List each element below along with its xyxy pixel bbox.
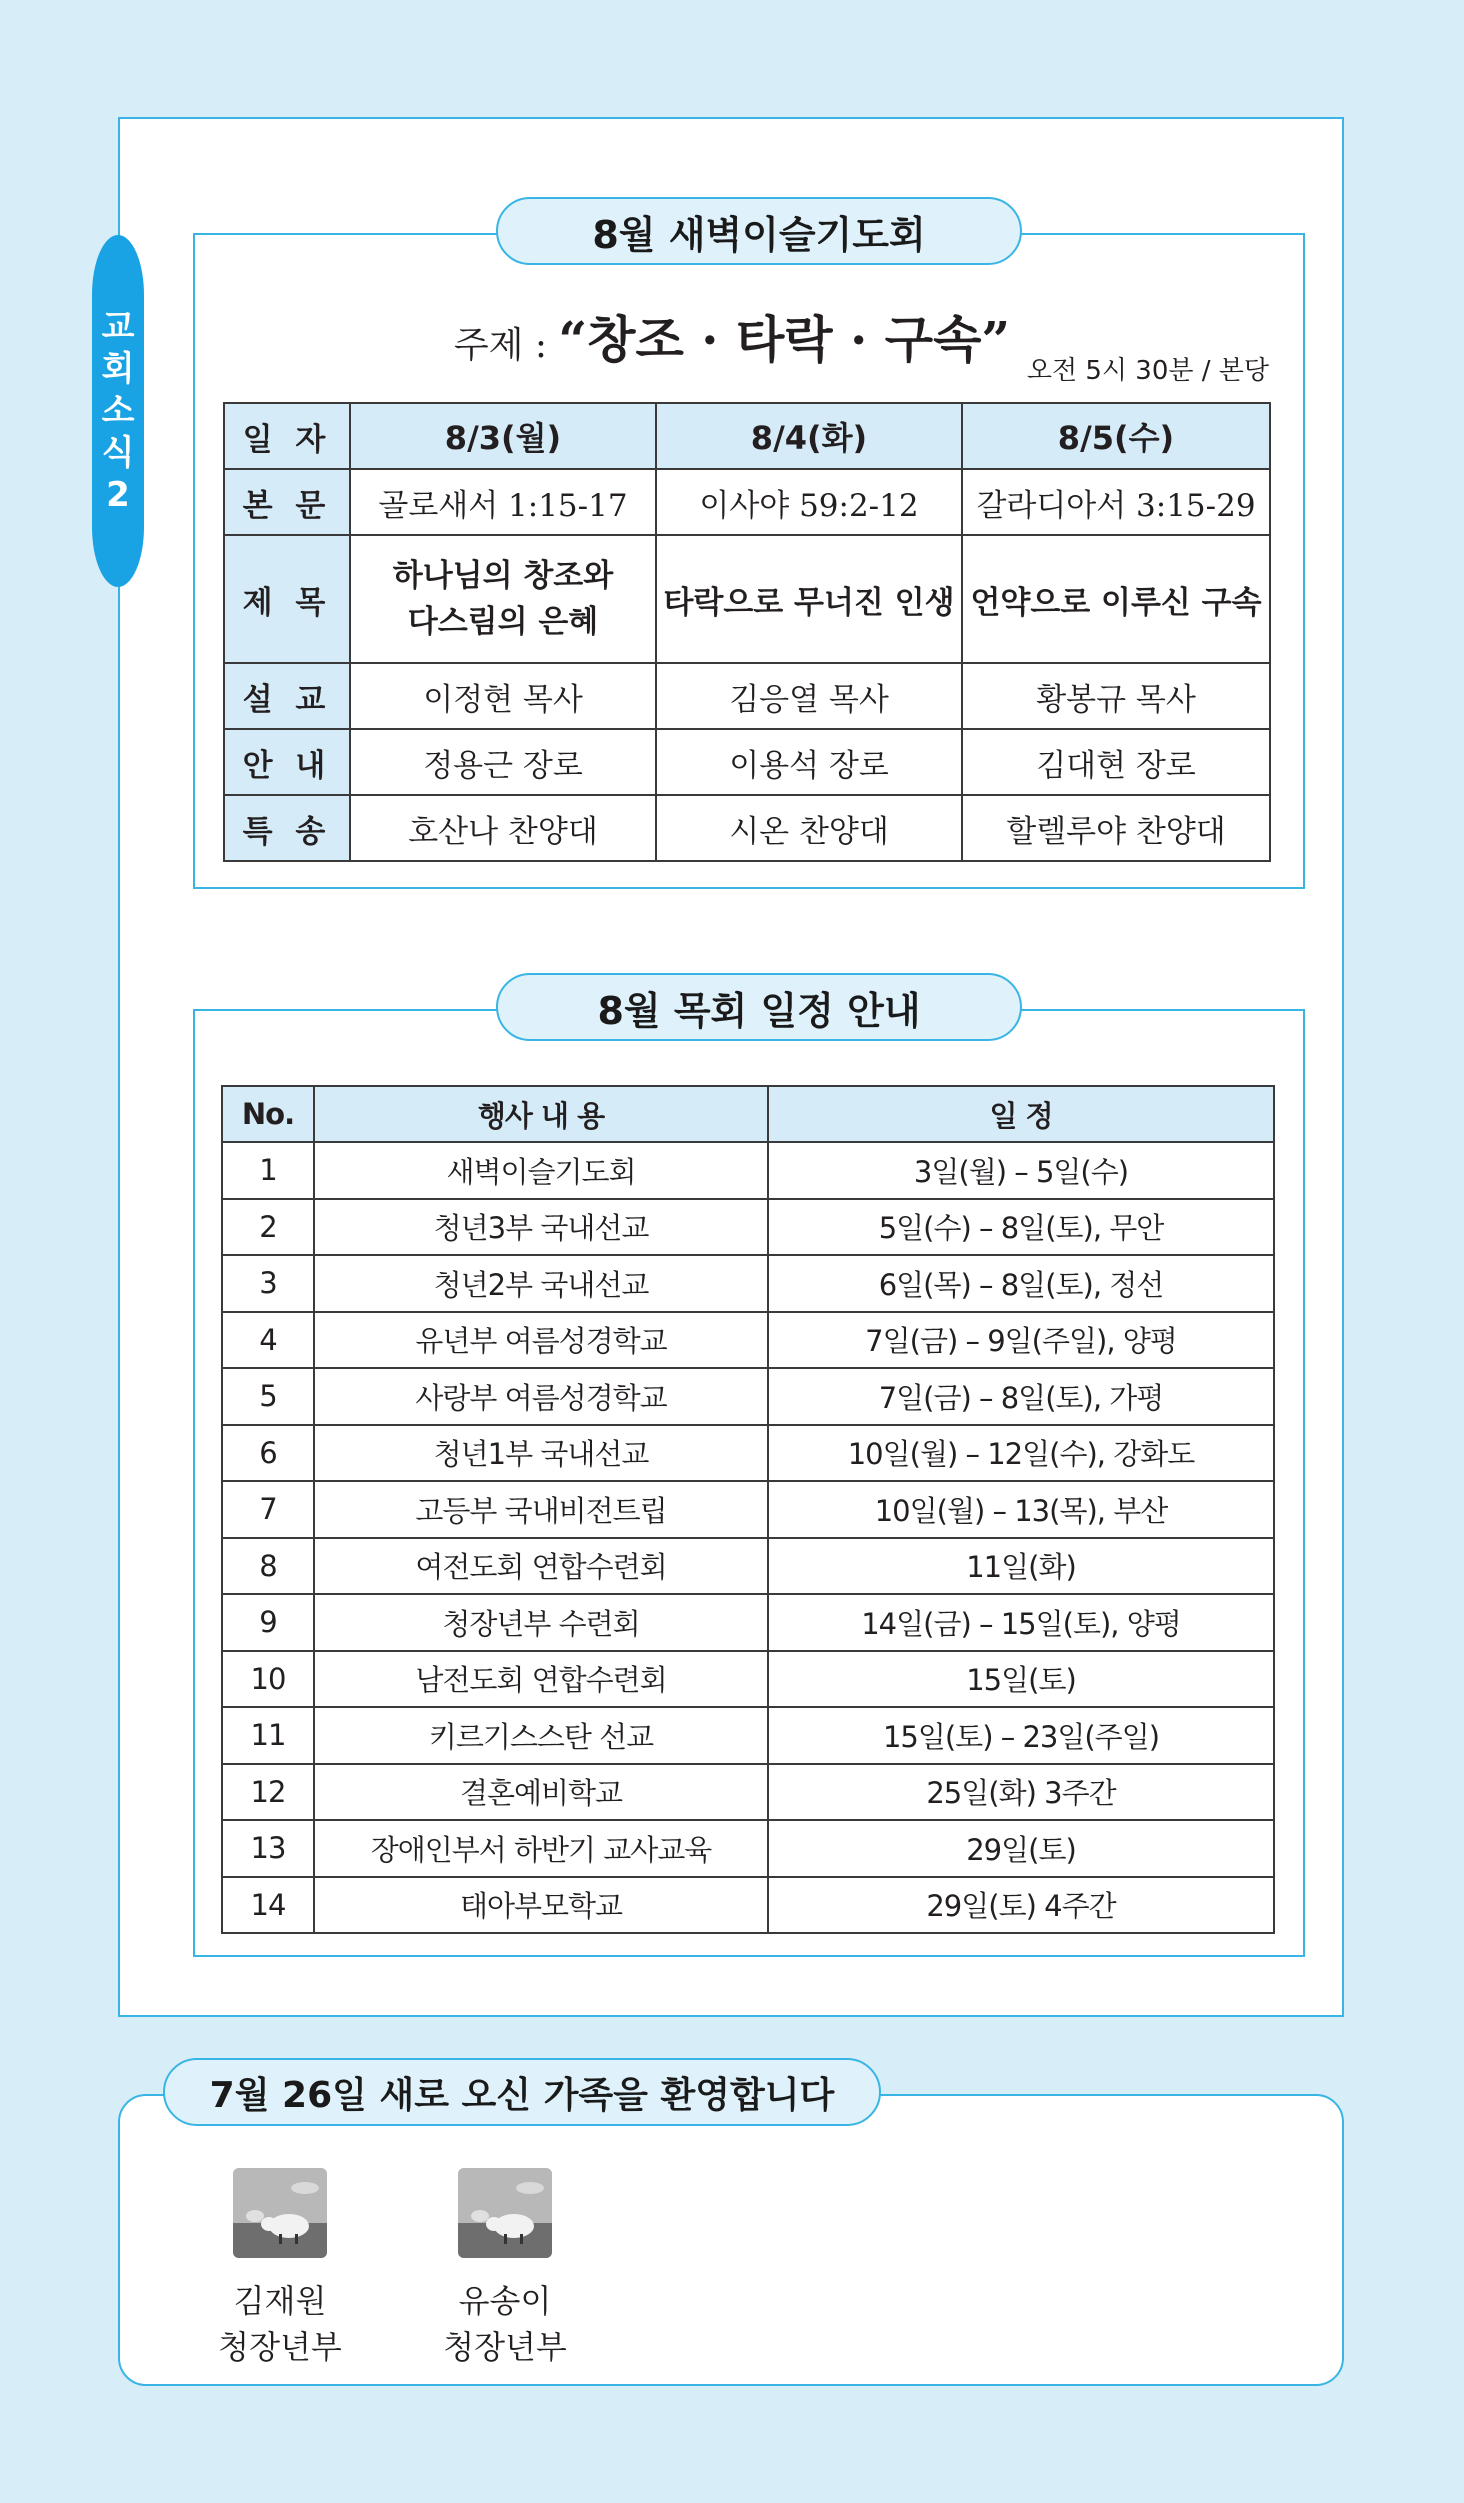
tab-char: 2 [106, 475, 130, 515]
tab-char: 소 [101, 391, 135, 431]
column-header: 행사 내 용 [314, 1086, 768, 1142]
event-name: 사랑부 여름성경학교 [314, 1368, 768, 1425]
preacher-cell: 이정현 목사 [350, 663, 656, 729]
table-row [224, 469, 1270, 535]
event-date: 7일(금) – 9일(주일), 양평 [768, 1312, 1274, 1369]
event-date: 15일(토) – 23일(주일) [768, 1707, 1274, 1764]
event-date: 29일(토) [768, 1820, 1274, 1877]
table-row [222, 1255, 1274, 1312]
welcome-title: 7월 26일 새로 오신 가족을 환영합니다 [163, 2058, 881, 2126]
event-name: 장애인부서 하반기 교사교육 [314, 1820, 768, 1877]
passage-cell: 골로새서 1:15-17 [350, 469, 656, 535]
column-header: No. [222, 1086, 314, 1142]
row-number: 3 [222, 1255, 314, 1312]
event-date: 7일(금) – 8일(토), 가평 [768, 1368, 1274, 1425]
table-row [222, 1651, 1274, 1708]
row-number: 11 [222, 1707, 314, 1764]
prayer-table [223, 402, 1271, 862]
schedule-title: 8월 목회 일정 안내 [496, 973, 1022, 1041]
event-date: 5일(수) – 8일(토), 무안 [768, 1199, 1274, 1256]
event-name: 태아부모학교 [314, 1877, 768, 1934]
member-photo-placeholder [458, 2168, 552, 2258]
preacher-cell: 황봉규 목사 [962, 663, 1270, 729]
table-row [224, 795, 1270, 861]
row-number: 10 [222, 1651, 314, 1708]
member-dept: 청장년부 [218, 2328, 342, 2366]
table-row [224, 403, 1270, 469]
schedule-table [221, 1085, 1275, 1934]
member-name: 김재원 [233, 2282, 327, 2320]
passage-cell: 이사야 59:2-12 [656, 469, 962, 535]
row-number: 14 [222, 1877, 314, 1934]
guide-cell: 김대현 장로 [962, 729, 1270, 795]
date-cell: 8/3(월) [350, 403, 656, 469]
preacher-cell: 김응열 목사 [656, 663, 962, 729]
passage-cell: 갈라디아서 3:15-29 [962, 469, 1270, 535]
row-number: 5 [222, 1368, 314, 1425]
tab-char: 교 [101, 307, 135, 347]
row-number: 2 [222, 1199, 314, 1256]
row-number: 7 [222, 1481, 314, 1538]
event-name: 청년1부 국내선교 [314, 1425, 768, 1482]
event-name: 여전도회 연합수련회 [314, 1538, 768, 1595]
table-row [222, 1877, 1274, 1934]
event-name: 유년부 여름성경학교 [314, 1312, 768, 1369]
event-date: 11일(화) [768, 1538, 1274, 1595]
row-number: 9 [222, 1594, 314, 1651]
event-date: 15일(토) [768, 1651, 1274, 1708]
table-row [222, 1142, 1274, 1199]
row-label: 제 목 [224, 535, 350, 663]
guide-cell: 이용석 장로 [656, 729, 962, 795]
row-label: 특 송 [224, 795, 350, 861]
choir-cell: 시온 찬양대 [656, 795, 962, 861]
date-cell: 8/4(화) [656, 403, 962, 469]
tab-char: 식 [101, 433, 135, 473]
row-number: 13 [222, 1820, 314, 1877]
date-cell: 8/5(수) [962, 403, 1270, 469]
topic-line: 하나님의 창조와 [392, 558, 614, 594]
table-row [224, 535, 1270, 663]
event-date: 3일(월) – 5일(수) [768, 1142, 1274, 1199]
sheep-icon [458, 2168, 552, 2258]
row-label: 본 문 [224, 469, 350, 535]
table-row [222, 1368, 1274, 1425]
event-date: 14일(금) – 15일(토), 양평 [768, 1594, 1274, 1651]
member-dept: 청장년부 [443, 2328, 567, 2366]
table-row [222, 1312, 1274, 1369]
event-date: 10일(월) – 13(목), 부산 [768, 1481, 1274, 1538]
table-row [222, 1764, 1274, 1821]
time-place: 오전 5시 30분 / 본당 [1026, 356, 1269, 386]
event-name: 남전도회 연합수련회 [314, 1651, 768, 1708]
row-label: 설 교 [224, 663, 350, 729]
topic-line: 다스림의 은혜 [407, 604, 599, 640]
table-row [222, 1481, 1274, 1538]
theme-main: “창조 · 타락 · 구속” [558, 310, 1011, 369]
table-row [224, 663, 1270, 729]
row-number: 12 [222, 1764, 314, 1821]
member-photo-placeholder [233, 2168, 327, 2258]
event-name: 새벽이슬기도회 [314, 1142, 768, 1199]
table-row [222, 1538, 1274, 1595]
column-header: 일 정 [768, 1086, 1274, 1142]
row-number: 8 [222, 1538, 314, 1595]
table-row [222, 1820, 1274, 1877]
section-tab [92, 235, 144, 587]
event-date: 6일(목) – 8일(토), 정선 [768, 1255, 1274, 1312]
topic-cell: 언약으로 이루신 구속 [962, 535, 1270, 663]
row-number: 6 [222, 1425, 314, 1482]
row-number: 1 [222, 1142, 314, 1199]
prayer-title: 8월 새벽이슬기도회 [496, 197, 1022, 265]
row-label: 안 내 [224, 729, 350, 795]
choir-cell: 할렐루야 찬양대 [962, 795, 1270, 861]
choir-cell: 호산나 찬양대 [350, 795, 656, 861]
table-header-row [222, 1086, 1274, 1142]
row-label: 일 자 [224, 403, 350, 469]
sheep-icon [233, 2168, 327, 2258]
event-date: 10일(월) – 12일(수), 강화도 [768, 1425, 1274, 1482]
table-row [222, 1425, 1274, 1482]
member-name: 유송이 [458, 2282, 552, 2320]
event-name: 고등부 국내비전트립 [314, 1481, 768, 1538]
row-number: 4 [222, 1312, 314, 1369]
event-date: 25일(화) 3주간 [768, 1764, 1274, 1821]
topic-cell: 타락으로 무너진 인생 [656, 535, 962, 663]
event-name: 키르기스스탄 선교 [314, 1707, 768, 1764]
table-row [222, 1594, 1274, 1651]
event-name: 청장년부 수련회 [314, 1594, 768, 1651]
table-row [224, 729, 1270, 795]
new-member [190, 2168, 370, 2370]
event-name: 청년2부 국내선교 [314, 1255, 768, 1312]
table-row [222, 1707, 1274, 1764]
event-date: 29일(토) 4주간 [768, 1877, 1274, 1934]
guide-cell: 정용근 장로 [350, 729, 656, 795]
table-row [222, 1199, 1274, 1256]
topic-cell [350, 535, 656, 663]
theme-prefix: 주제 : [453, 325, 559, 366]
tab-char: 회 [101, 349, 135, 389]
event-name: 결혼예비학교 [314, 1764, 768, 1821]
new-member [415, 2168, 595, 2370]
event-name: 청년3부 국내선교 [314, 1199, 768, 1256]
